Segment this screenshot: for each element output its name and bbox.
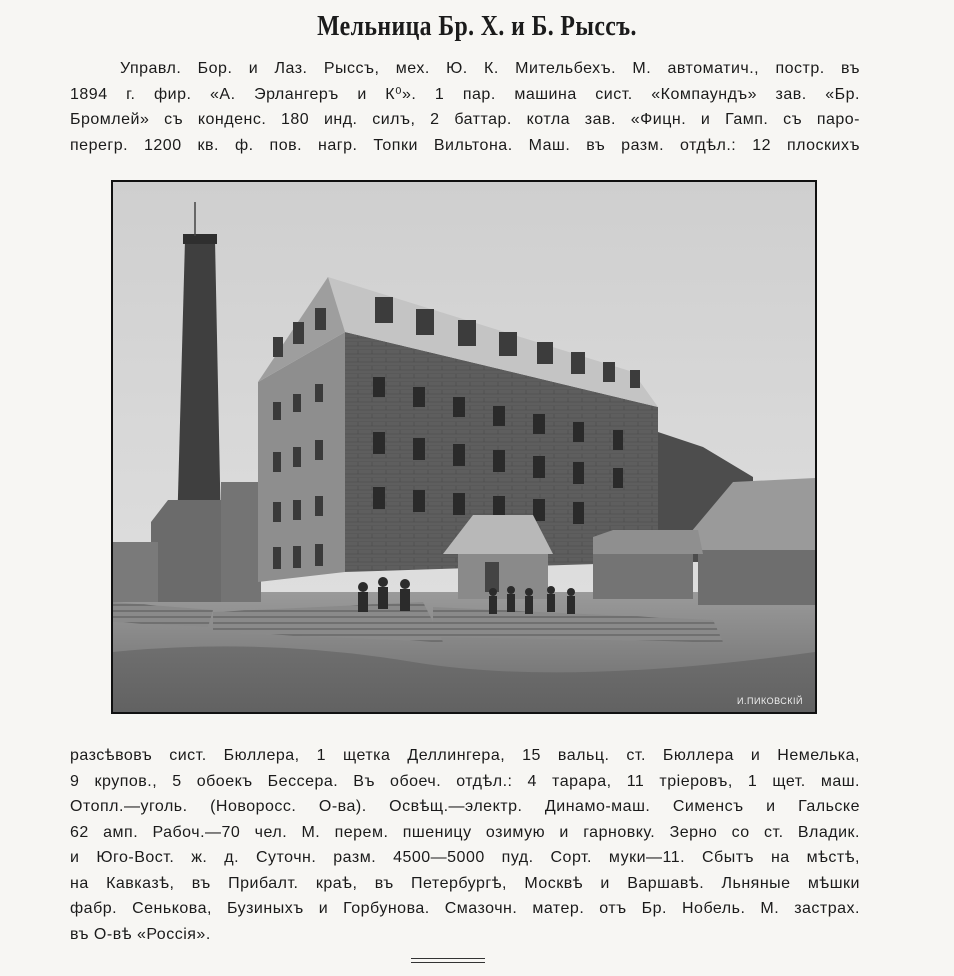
text-line: Управл. Бор. и Лаз. Рыссъ, мех. Ю. К. Мительбехъ. М. автоматич., постр. въ — [120, 60, 860, 77]
text-line: перегр. 1200 кв. ф. пов. нагр. Топки Вильтона. Маш. въ разм. отдѣл.: 12 плоскихъ — [70, 136, 860, 154]
paragraph-details — [70, 743, 860, 947]
text-line: 9 крупов., 5 обоекъ Бессера. Въ обоеч. отдѣл.: 4 тарара, 11 тріеровъ, 1 щет. маш. — [70, 772, 860, 790]
text-line: разсѣвовъ сист. Бюллера, 1 щетка Деллингера, 15 вальц. ст. Бюллера и Немелька, — [70, 747, 860, 764]
mill-photograph — [111, 180, 817, 714]
engraver-signature: И.ПИКОВСКІЙ — [737, 696, 803, 706]
paragraph-intro — [70, 56, 860, 158]
text-line: и Юго-Вост. ж. д. Суточн. разм. 4500—5000 пуд. Сорт. муки—11. Сбытъ на мѣстѣ, — [70, 849, 860, 866]
text-line: Отопл.—уголь. (Новоросс. О-ва). Освѣщ.—электр. Динамо-маш. Сименсъ и Гальске — [70, 798, 860, 815]
text-line: Бромлей» съ конденс. 180 инд. силъ, 2 баттар. котла зав. «Фицн. и Гамп. съ паро- — [70, 111, 860, 128]
end-rule-top — [411, 958, 485, 959]
text-line: въ О-вѣ «Россія». — [70, 925, 211, 943]
text-line: 1894 г. фир. «А. Эрлангеръ и К⁰». 1 пар. машина сист. «Компаундъ» зав. «Бр. — [70, 85, 860, 103]
text-line: 62 амп. Рабоч.—70 чел. М. перем. пшеницу озимую и гарновку. Зерно со ст. Владик. — [70, 823, 860, 841]
text-line: фабр. Сенькова, Бузиныхъ и Горбунова. Смазочн. матер. отъ Бр. Нобель. М. застрах. — [70, 900, 860, 917]
text-line: на Кавказѣ, въ Прибалт. краѣ, въ Петербургѣ, Москвѣ и Варшавѣ. Льняные мѣшки — [70, 874, 860, 892]
page-title: Мельница Бр. Х. и Б. Рыссъ. — [317, 10, 637, 42]
end-rule-bottom — [411, 962, 485, 963]
mill-building-illustration — [113, 182, 815, 712]
